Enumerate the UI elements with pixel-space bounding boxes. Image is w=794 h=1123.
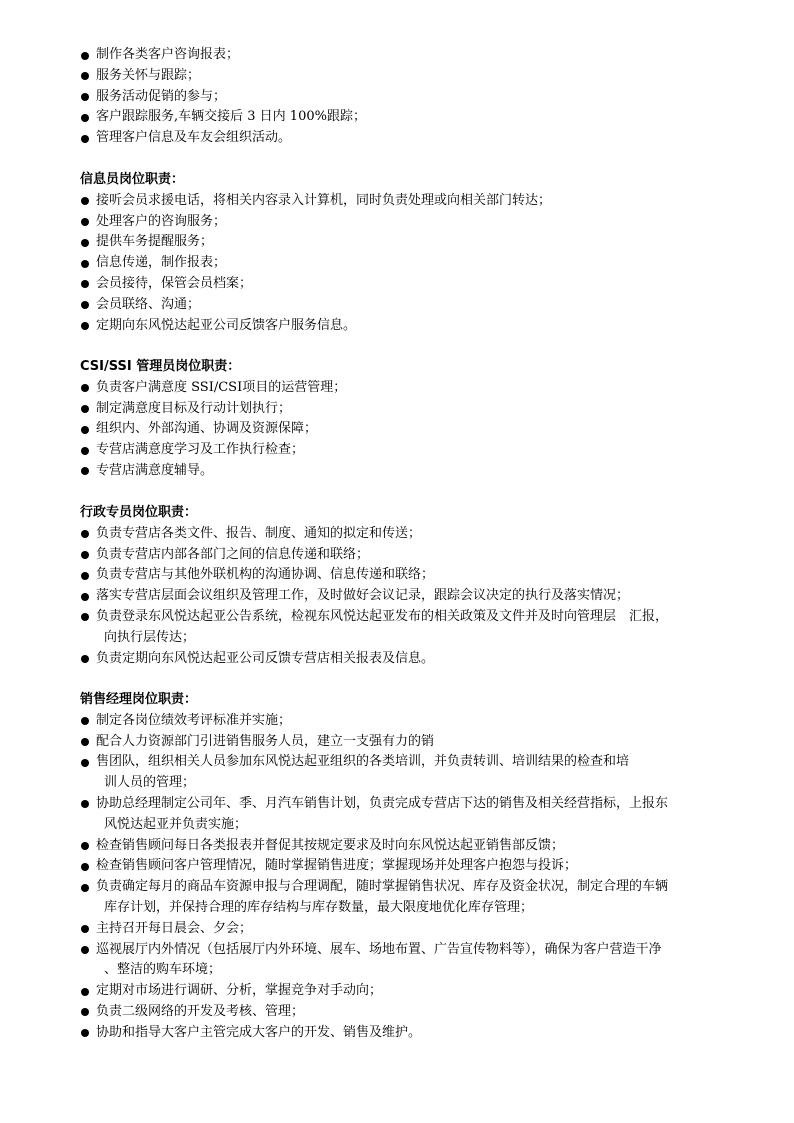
duty-item-text: 客户跟踪服务,车辆交接后 3 日内 100%跟踪； (96, 109, 366, 125)
duty-item (80, 232, 720, 253)
duty-item-text: 制定各岗位绩效考评标准并实施； (96, 712, 292, 728)
duty-item-text: 负责二级网络的开发及考核、管理； (96, 1003, 305, 1019)
duty-item-text: 配合人力资源部门引进销售服务人员，建立一支强有力的销 (96, 733, 435, 749)
duty-item-text: 协助总经理制定公司年、季、月汽车销售计划，负责完成专营店下达的销售及相关经营指标，上报东 (96, 795, 669, 811)
duty-item-continuation: 训人员的管理； (104, 775, 196, 791)
duty-item-text: 服务关怀与跟踪； (96, 67, 201, 83)
bullet-icon (81, 218, 89, 226)
duty-item-text: 主持召开每日晨会、夕会； (96, 920, 253, 936)
section-heading: 信息员岗位职责： (80, 172, 185, 187)
duty-item-continuation: 风悦达起亚并负责实施； (104, 816, 248, 832)
duty-item-text: 组织内、外部沟通、协调及资源保障； (96, 421, 318, 437)
bullet-icon (81, 800, 89, 808)
bullet-icon (81, 135, 89, 143)
duty-item (80, 524, 720, 545)
bullet-icon (81, 405, 89, 413)
bullet-icon (81, 717, 89, 725)
duty-item-text: 处理客户的咨询服务； (96, 213, 227, 229)
duty-item (80, 836, 720, 857)
duty-item-text: 售团队，组织相关人员参加东风悦达起亚组织的各类培训，并负责转训、培训结果的检查和培 (96, 754, 630, 770)
duty-item (80, 191, 720, 212)
bullet-icon (81, 322, 89, 330)
admin-specialist-duties (80, 503, 720, 669)
duty-item-text: 信息传递，制作报表； (96, 255, 227, 271)
duty-item (80, 399, 720, 420)
duty-item (80, 752, 720, 794)
duty-item-text: 负责专营店内部各部门之间的信息传递和联络； (96, 546, 370, 562)
duty-item-text: 制定满意度目标及行动计划执行； (96, 400, 292, 416)
section-heading: 销售经理岗位职责： (80, 692, 198, 707)
bullet-icon (81, 93, 89, 101)
duty-item-text: 负责专营店各类文件、报告、制度、通知的拟定和传送； (96, 525, 422, 541)
duty-item-text: 接听会员求援电话，将相关内容录入计算机，同时负责处理或向相关部门转达； (96, 192, 552, 208)
bullet-icon (81, 946, 89, 954)
duty-item (80, 981, 720, 1002)
duty-item (80, 66, 720, 87)
duty-list (80, 524, 720, 670)
duty-list (80, 45, 720, 149)
duty-item-text: 协助和指导大客户主管完成大客户的开发、销售及维护。 (96, 1024, 422, 1040)
duty-item (80, 545, 720, 566)
duty-item-text: 会员接待，保管会员档案； (96, 275, 253, 291)
duty-item (80, 711, 720, 732)
duty-item (80, 1002, 720, 1023)
duty-item-text: 巡视展厅内外情况（包括展厅内外环境、展车、场地布置、广告宣传物料等），确保为客户营造干净 (96, 941, 662, 957)
bullet-icon (81, 467, 89, 475)
duty-item (80, 378, 720, 399)
bullet-icon (81, 260, 89, 268)
duty-item (80, 732, 720, 753)
section-heading: 行政专员岗位职责： (80, 505, 198, 520)
bullet-icon (81, 551, 89, 559)
duty-item (80, 856, 720, 877)
bullet-icon (81, 738, 89, 746)
duty-item-text: 管理客户信息及车友会组织活动。 (96, 130, 292, 146)
bullet-icon (81, 863, 89, 871)
duty-item (80, 87, 720, 108)
duty-list (80, 378, 720, 482)
duty-item-text: 检查销售顾问每日各类报表并督促其按规定要求及时向东风悦达起亚销售部反馈； (96, 837, 565, 853)
duty-item (80, 565, 720, 586)
bullet-icon (81, 842, 89, 850)
duty-item-text: 专营店满意度辅导。 (96, 462, 214, 478)
duty-item (80, 419, 720, 440)
bullet-icon (81, 759, 89, 767)
bullet-icon (81, 447, 89, 455)
duty-item-text: 定期对市场进行调研、分析，掌握竞争对手动向； (96, 983, 383, 999)
duty-item-text: 负责客户满意度 SSI/CSI项目的运营管理； (96, 379, 347, 395)
bullet-icon (81, 572, 89, 580)
duty-item-text: 会员联络、沟通； (96, 296, 201, 312)
sales-manager-duties (80, 690, 720, 1044)
duty-list (80, 191, 720, 337)
duty-item-continuation: 向执行层传达； (104, 629, 196, 645)
bullet-icon (81, 197, 89, 205)
bullet-icon (81, 114, 89, 122)
service-duties-continued (80, 45, 720, 149)
bullet-icon (81, 988, 89, 996)
duty-item (80, 649, 720, 670)
duty-item (80, 274, 720, 295)
duty-item-text: 负责确定每月的商品车资源申报与合理调配，随时掌握销售状况、库存及资金状况，制定合理的车辆 (96, 879, 669, 895)
bullet-icon (81, 280, 89, 288)
bullet-icon (81, 1008, 89, 1016)
bullet-icon (81, 884, 89, 892)
section-heading: CSI/SSI 管理员岗位职责： (80, 359, 241, 374)
duty-item (80, 461, 720, 482)
duty-item (80, 295, 720, 316)
duty-item (80, 607, 720, 649)
duty-item (80, 940, 720, 982)
duty-item-text: 提供车务提醒服务； (96, 234, 214, 250)
duty-item-text: 定期向东风悦达起亚公司反馈客户服务信息。 (96, 317, 357, 333)
bullet-icon (81, 593, 89, 601)
duty-item (80, 45, 720, 66)
info-clerk-duties (80, 170, 720, 336)
bullet-icon (81, 530, 89, 538)
duty-item-text: 专营店满意度学习及工作执行检查； (96, 442, 305, 458)
duty-item (80, 586, 720, 607)
duty-item-text: 负责专营店与其他外联机构的沟通协调、信息传递和联络； (96, 567, 435, 583)
duty-item (80, 440, 720, 461)
duty-list (80, 711, 720, 1044)
duty-item-continuation: 、整洁的购车环境； (104, 962, 222, 978)
duty-item (80, 212, 720, 233)
duty-item-text: 服务活动促销的参与； (96, 88, 227, 104)
duty-item (80, 919, 720, 940)
bullet-icon (81, 239, 89, 247)
bullet-icon (81, 1029, 89, 1037)
bullet-icon (81, 52, 89, 60)
duty-item-text: 负责登录东风悦达起亚公告系统，检视东风悦达起亚发布的相关政策及文件并及时向管理层 汇报， (96, 608, 669, 624)
bullet-icon (81, 613, 89, 621)
duty-item-text: 落实专营店层面会议组织及管理工作，及时做好会议记录，跟踪会议决定的执行及落实情况； (96, 588, 630, 604)
duty-item (80, 877, 720, 919)
bullet-icon (81, 655, 89, 663)
csi-ssi-admin-duties (80, 357, 720, 482)
bullet-icon (81, 925, 89, 933)
duty-item (80, 1023, 720, 1044)
duty-item (80, 128, 720, 149)
duty-item (80, 107, 720, 128)
bullet-icon (81, 426, 89, 434)
duty-item (80, 794, 720, 836)
bullet-icon (81, 301, 89, 309)
duty-item (80, 253, 720, 274)
duty-item-continuation: 库存计划，并保持合理的库存结构与库存数量，最大限度地优化库存管理； (104, 899, 534, 915)
duty-item (80, 316, 720, 337)
duty-item-text: 检查销售顾问客户管理情况，随时掌握销售进度；掌握现场并处理客户抱怨与投诉； (96, 858, 578, 874)
duty-item-text: 负责定期向东风悦达起亚公司反馈专营店相关报表及信息。 (96, 650, 435, 666)
duty-item-text: 制作各类客户咨询报表； (96, 47, 240, 62)
bullet-icon (81, 72, 89, 80)
bullet-icon (81, 384, 89, 392)
